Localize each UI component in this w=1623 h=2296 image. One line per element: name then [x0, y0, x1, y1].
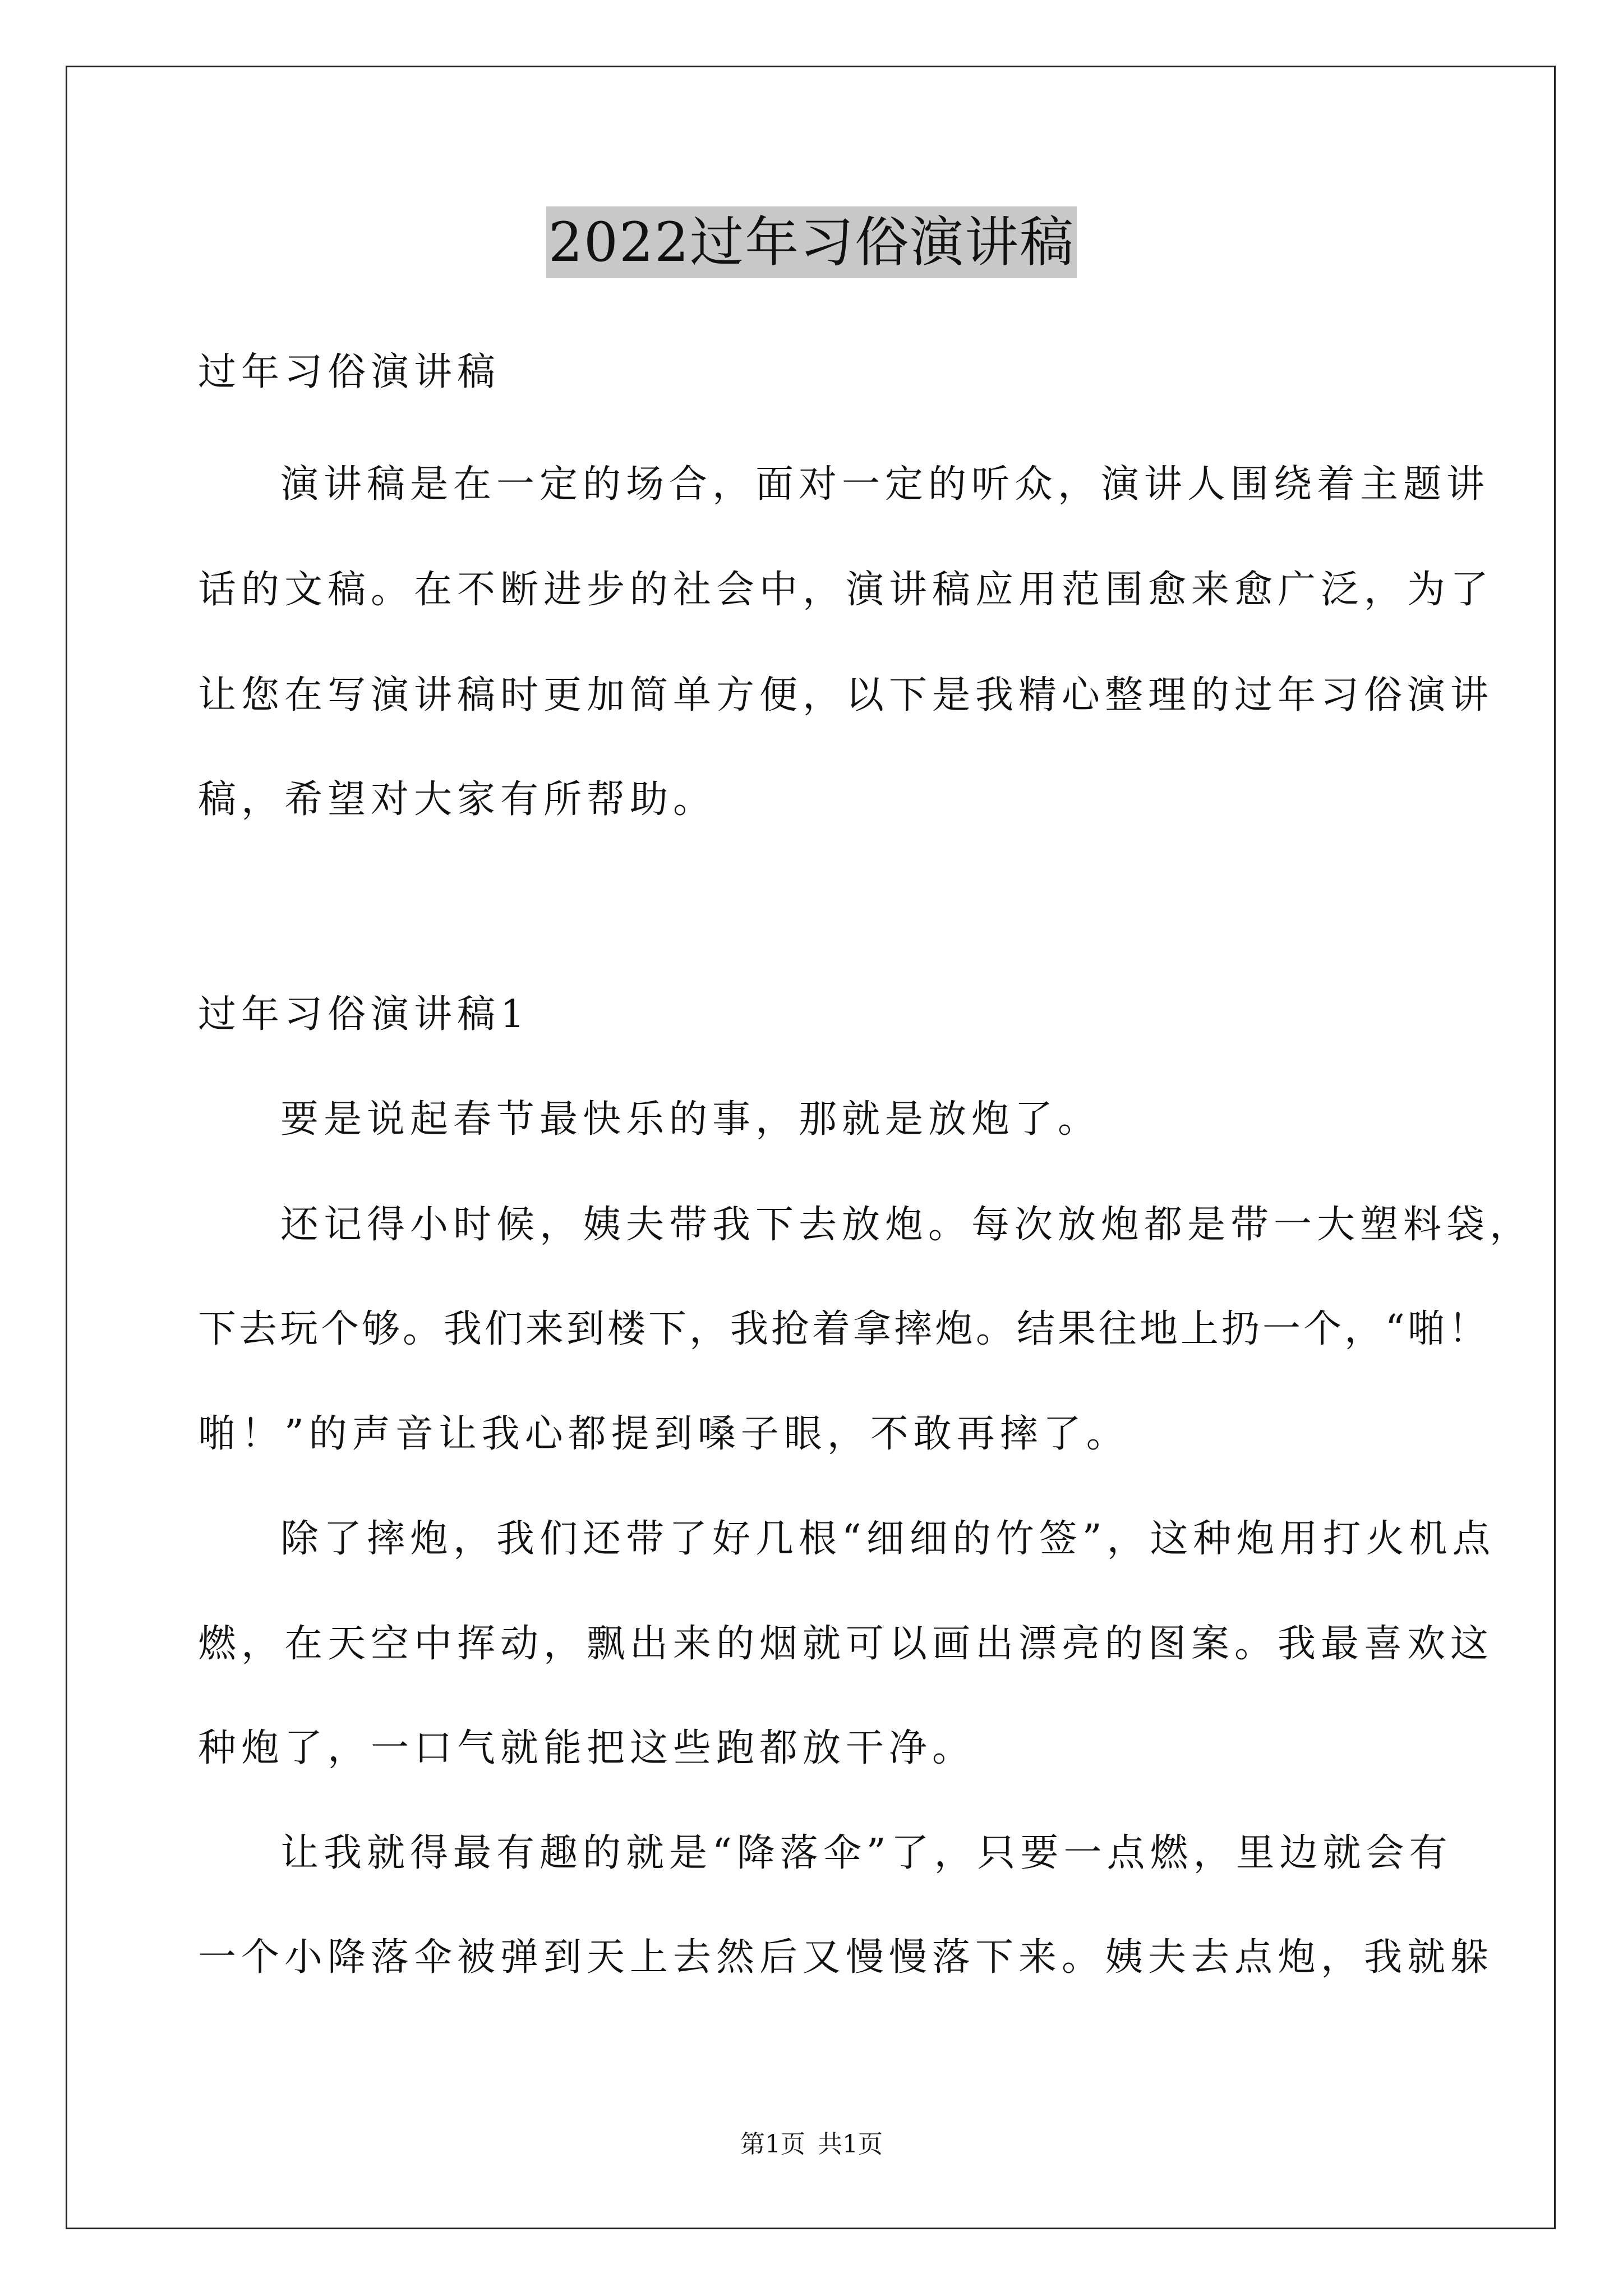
- paragraph-line: 让我就得最有趣的就是“降落伞”了，只要一点燃，里边就会有: [280, 1831, 1453, 1875]
- section-heading: 过年习俗演讲稿1: [198, 992, 530, 1037]
- document-title: 2022过年习俗演讲稿: [546, 206, 1077, 278]
- paragraph-line: 演讲稿是在一定的场合，面对一定的听众，演讲人围绕着主题讲: [280, 462, 1490, 507]
- paragraph-line: 让您在写演讲稿时更加简单方便，以下是我精心整理的过年习俗演讲: [198, 673, 1494, 717]
- paragraph-line: 还记得小时候，姨夫带我下去放炮。每次放炮都是带一大塑料袋，: [280, 1203, 1533, 1247]
- page-total: 共1页: [818, 2130, 883, 2159]
- page-footer: [0, 2129, 1623, 2160]
- paragraph-line: 稿，希望对大家有所帮助。: [198, 777, 717, 822]
- paragraph-line: 一个小降落伞被弹到天上去然后又慢慢落下来。姨夫去点炮，我就躲: [198, 1935, 1494, 1980]
- paragraph-line: 除了摔炮，我们还带了好几根“细细的竹签”，这种炮用打火机点: [280, 1517, 1496, 1561]
- paragraph-line: 燃，在天空中挥动，飘出来的烟就可以画出漂亮的图案。我最喜欢这: [198, 1622, 1494, 1666]
- paragraph-line: 下去玩个够。我们来到楼下，我抢着拿摔炮。结果往地上扔一个，“啪！: [198, 1307, 1490, 1351]
- section-heading: 过年习俗演讲稿: [198, 350, 501, 394]
- paragraph-line: 话的文稿。在不断进步的社会中，演讲稿应用范围愈来愈广泛，为了: [198, 568, 1494, 612]
- paragraph-line: 啪！”的声音让我心都提到嗓子眼，不敢再摔了。: [198, 1412, 1129, 1456]
- paragraph-line: 种炮了，一口气就能把这些跑都放干净。: [198, 1726, 976, 1770]
- title-wrap: [0, 206, 1623, 278]
- page-number: 第1页: [740, 2130, 805, 2159]
- paragraph-line: 要是说起春节最快乐的事，那就是放炮了。: [280, 1097, 1101, 1142]
